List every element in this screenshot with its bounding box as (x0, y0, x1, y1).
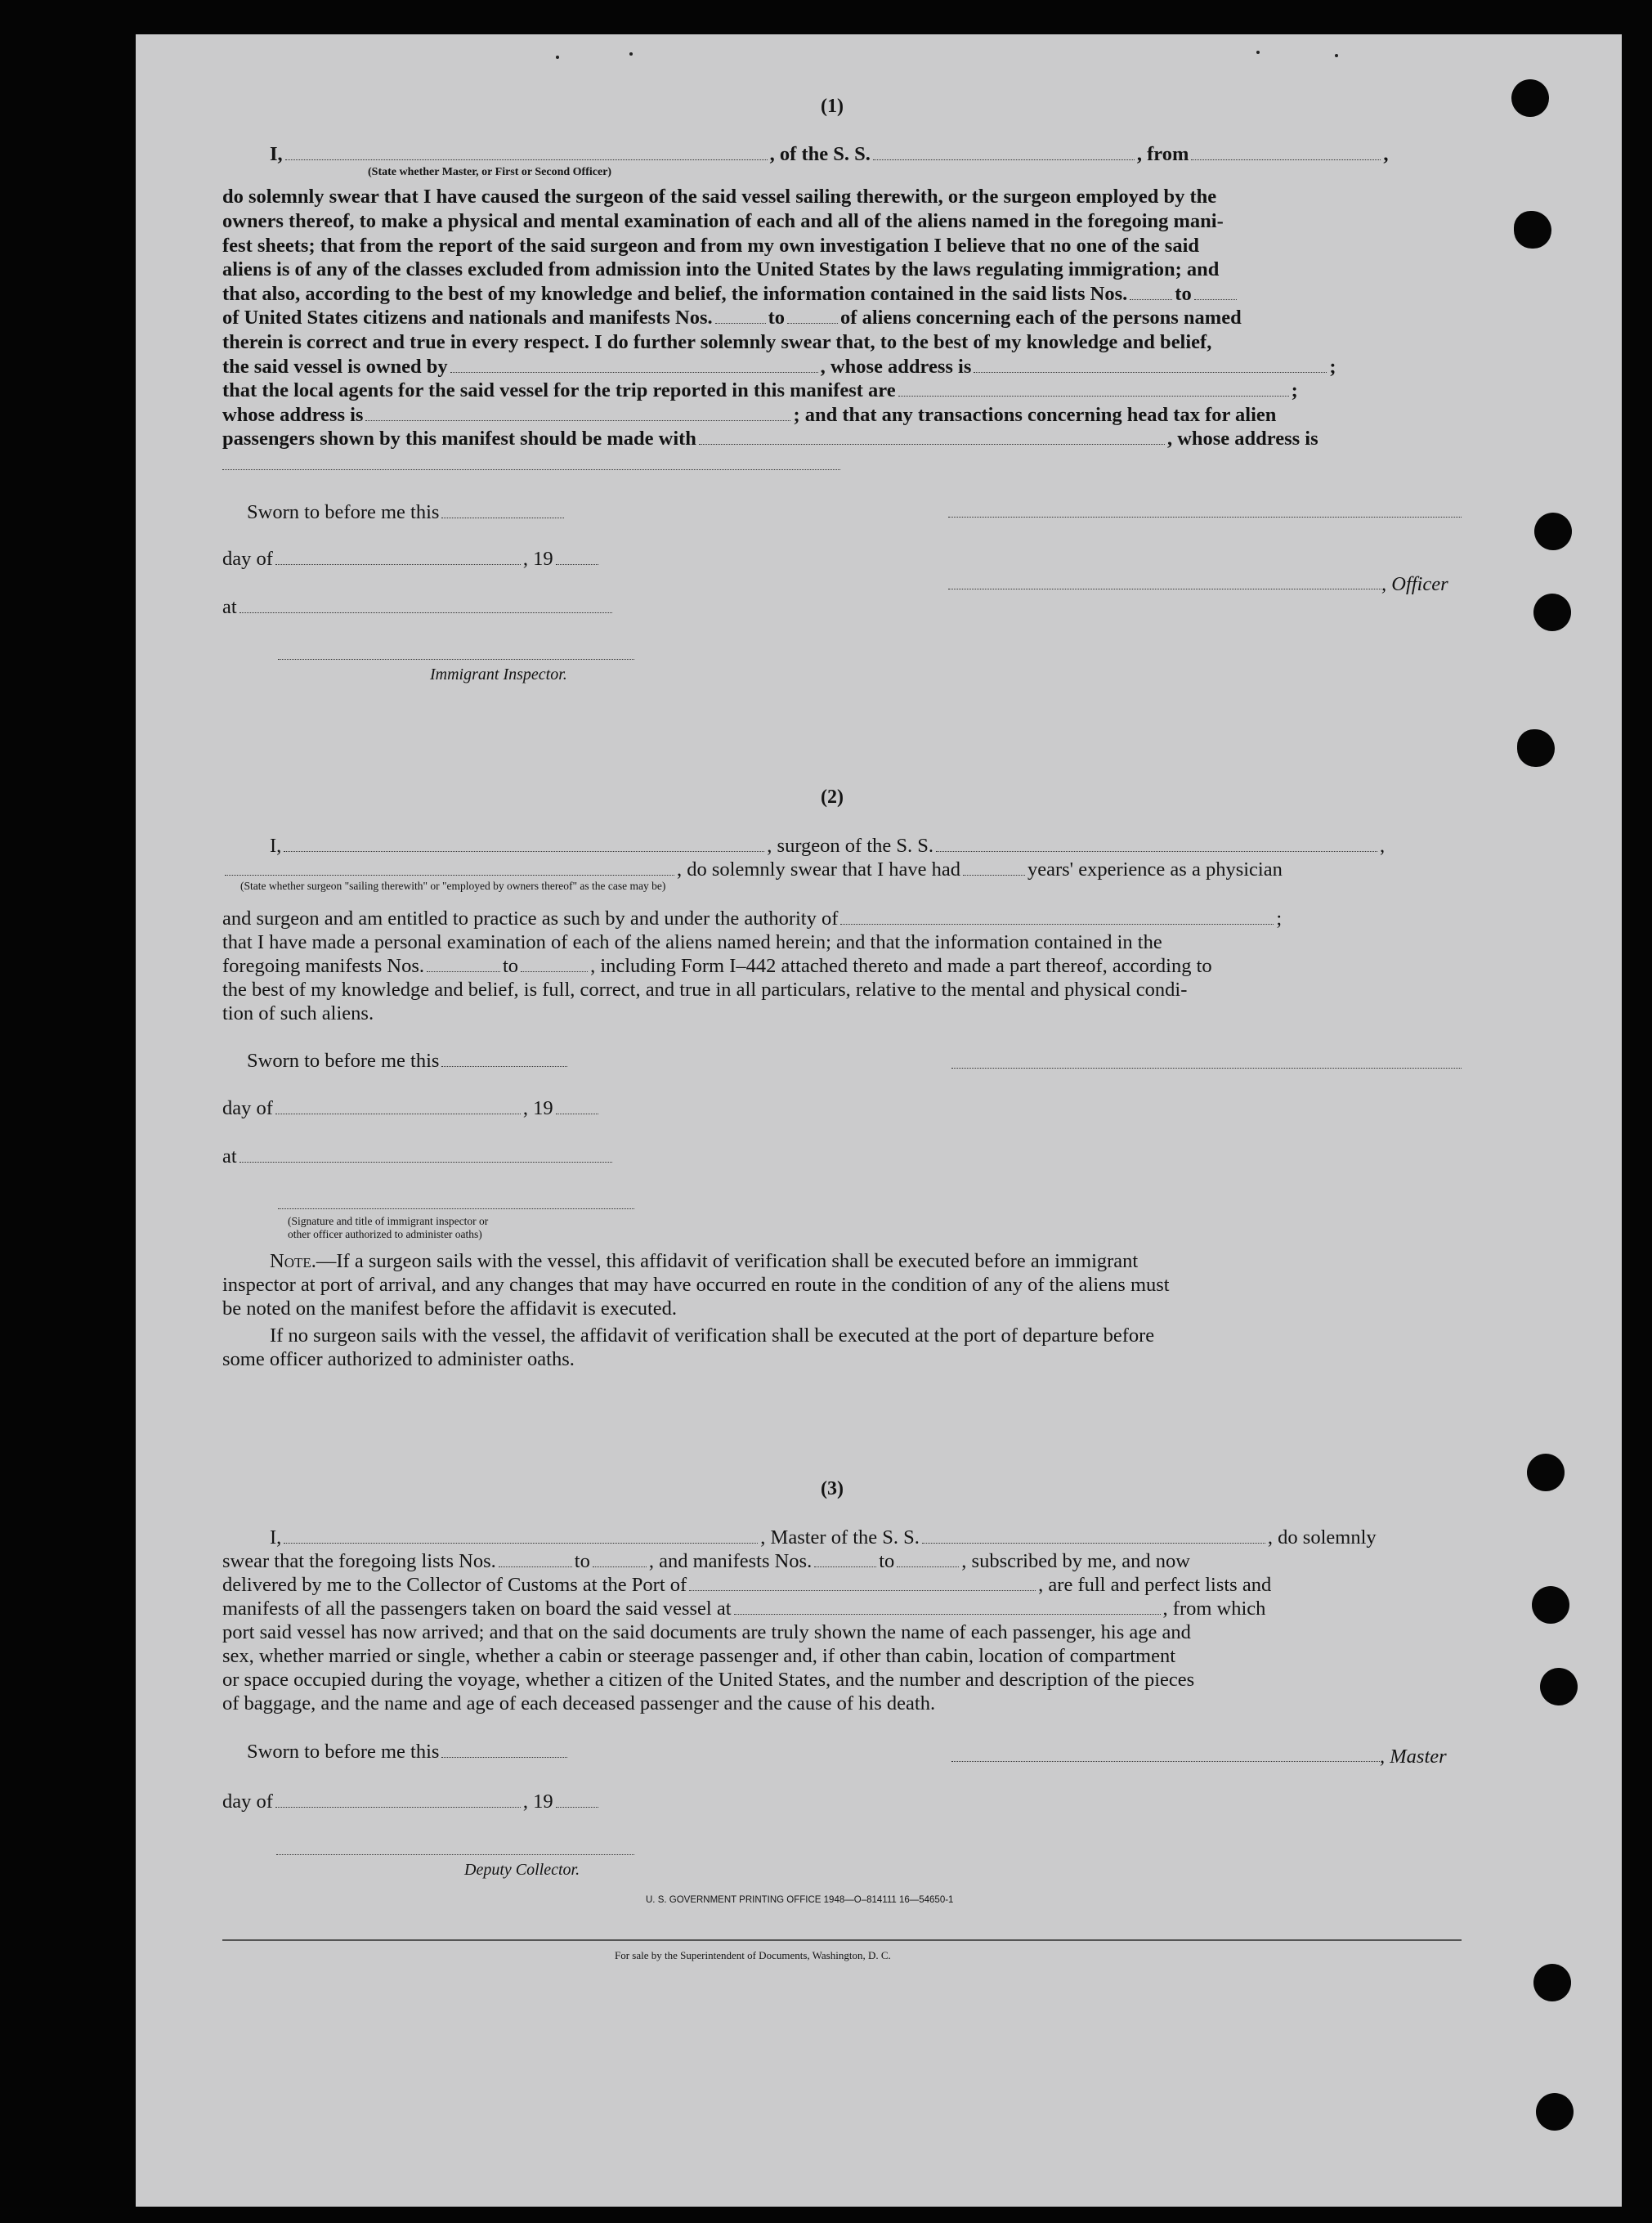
line: the best of my knowledge and belief, is full, correct, and true in all particulars, relative to the mental and physical condi- (222, 979, 1188, 1001)
line: do solemnly swear that I have caused the surgeon of the said vessel sailing therewith, or the surgeon employed by the (222, 186, 1217, 208)
section-number: (2) (821, 787, 844, 808)
inspector-signature-line (278, 1208, 634, 1209)
line: aliens is of any of the classes excluded from admission into the United States by the laws regulating immigration; and (222, 258, 1220, 280)
note-line: inspector at port of arrival, and any changes that may have occurred en route in the condition of any of the aliens must (222, 1274, 1170, 1296)
line: that the local agents for the said vessel for the trip reported in this manifest are ; (222, 379, 1298, 401)
signature-note: other officer authorized to administer oaths) (288, 1228, 482, 1240)
note-line: Note.—If a surgeon sails with the vessel, this affidavit of verification shall be executed before an immigrant (270, 1250, 1139, 1272)
line: manifests of all the passengers taken on board the said vessel at , from which (222, 1598, 1266, 1620)
date-line: day of , 19 (222, 1790, 601, 1814)
line: of United States citizens and nationals and manifests Nos. to of aliens concerning each of the persons named (222, 307, 1242, 329)
place-line: at (222, 595, 615, 620)
punch-hole (1534, 513, 1572, 550)
sworn-line: Sworn to before me this (247, 500, 566, 525)
note-line: some officer authorized to administer oaths. (222, 1348, 575, 1370)
signature-line (948, 517, 1462, 518)
punch-hole (1536, 2093, 1574, 2131)
line: delivered by me to the Collector of Customs at the Port of , are full and perfect lists and (222, 1574, 1272, 1596)
sale-notice: For sale by the Superintendent of Documents, Washington, D. C. (615, 1949, 891, 1961)
line: passengers shown by this manifest should be made with , whose address is (222, 428, 1318, 450)
place-line: at (222, 1145, 615, 1169)
sworn-line: Sworn to before me this (247, 1740, 570, 1764)
inspector-signature-line (278, 659, 634, 660)
punch-hole (1527, 1454, 1565, 1491)
line: therein is correct and true in every respect. I do further solemnly swear that, to the best of my knowledge and belief, (222, 331, 1212, 353)
line: sex, whether married or single, whether a cabin or steerage passenger and, if other than cabin, location of compartment (222, 1645, 1176, 1667)
line: swear that the foregoing lists Nos. to , and manifests Nos. to , subscribed by me, and now (222, 1550, 1190, 1572)
line: port said vessel has now arrived; and that on the said documents are truly shown the name of each passenger, his age and (222, 1621, 1191, 1643)
ink-speck (556, 56, 559, 59)
ink-speck (1256, 51, 1260, 54)
section-number: (3) (821, 1478, 844, 1499)
note-line: be noted on the manifest before the affidavit is executed. (222, 1297, 678, 1320)
master-title: , Master (1380, 1746, 1447, 1768)
footer-rule (222, 1939, 1462, 1941)
line: whose address is ; and that any transactions concerning head tax for alien (222, 404, 1277, 426)
line: , do solemnly swear that I have had years' experience as a physician (222, 858, 1283, 882)
line: that I have made a personal examination of each of the aliens named herein; and that the information contained in the (222, 931, 1162, 953)
line: owners thereof, to make a physical and mental examination of each and all of the aliens named in the foregoing mani- (222, 210, 1224, 232)
inspector-title: Immigrant Inspector. (430, 666, 567, 683)
section-number: (1) (821, 96, 844, 117)
punch-hole (1540, 1668, 1578, 1705)
master-signature-line (951, 1761, 1380, 1762)
field-note: (State whether surgeon "sailing therewith" or "employed by owners thereof" as the case may be) (240, 880, 666, 892)
signature-note: (Signature and title of immigrant inspector or (288, 1215, 489, 1227)
line: I, , of the S. S. , from , (270, 143, 1389, 165)
blank-line (222, 469, 840, 470)
line: foregoing manifests Nos. to , including Form I–442 attached thereto and made a part thereof, according to (222, 955, 1212, 977)
punch-hole (1533, 594, 1571, 631)
date-line: day of , 19 (222, 1096, 601, 1121)
line: tion of such aliens. (222, 1002, 374, 1024)
line: I, , surgeon of the S. S. , (270, 835, 1386, 857)
line: the said vessel is owned by , whose address is ; (222, 356, 1336, 378)
punch-hole (1532, 1586, 1569, 1624)
ink-speck (629, 52, 633, 56)
officer-title: , Officer (1381, 573, 1448, 595)
note-line: If no surgeon sails with the vessel, the affidavit of verification shall be executed at the port of departure before (270, 1324, 1155, 1347)
deputy-signature-line (276, 1854, 634, 1855)
deputy-title: Deputy Collector. (464, 1861, 580, 1879)
date-line: day of , 19 (222, 547, 601, 571)
punch-hole (1517, 729, 1555, 767)
punch-hole (1511, 79, 1549, 117)
line: I, , Master of the S. S. , do solemnly (270, 1526, 1377, 1548)
punch-hole (1533, 1964, 1571, 2001)
surgeon-signature-line (951, 1068, 1462, 1069)
line: and surgeon and am entitled to practice as such by and under the authority of ; (222, 908, 1283, 930)
line: or space occupied during the voyage, whether a citizen of the United States, and the number and description of the pieces (222, 1669, 1195, 1691)
line: fest sheets; that from the report of the said surgeon and from my own investigation I believe that no one of the said (222, 235, 1199, 257)
line: of baggage, and the name and age of each deceased passenger and the cause of his death. (222, 1692, 936, 1714)
sworn-line: Sworn to before me this (247, 1049, 570, 1073)
field-note: (State whether Master, or First or Second Officer) (368, 166, 612, 178)
printer-imprint: U. S. GOVERNMENT PRINTING OFFICE 1948—O–814111 16—54650-1 (646, 1895, 954, 1905)
punch-hole (1514, 211, 1551, 249)
line: that also, according to the best of my knowledge and belief, the information contained in the said lists Nos. to (222, 282, 1239, 307)
ink-speck (1335, 54, 1338, 57)
